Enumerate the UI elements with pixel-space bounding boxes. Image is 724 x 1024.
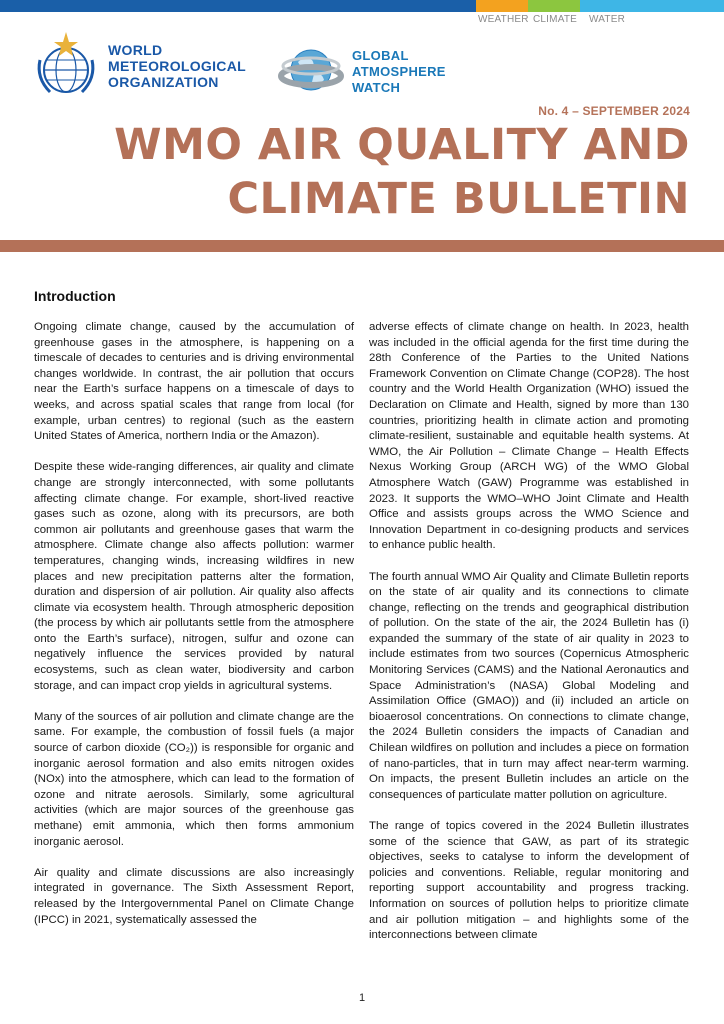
right-column <box>369 320 689 959</box>
wmo-name <box>108 42 246 90</box>
tagline <box>478 14 625 25</box>
gaw-name <box>352 48 446 96</box>
title-line: CLIMATE BULLETIN <box>227 174 690 224</box>
top-bar-green <box>528 0 580 12</box>
paragraph: adverse effects of climate change on health. In 2023, health was included in the official agenda for the first time during the 28th Conference of the Parties to the United Nations Framework Convention on Climate Change (COP28). The host country and the World Health Organization (WHO) issued the Declaration on Climate and Health, signed by more than 130 countries, prioritizing health in climate action and promoting climate-resilient, sustainable and equitable health systems. At WMO, the Air Pollution – Climate Change – Health Effects Nexus Working Group (ARCH WG) of the WMO Global Atmosphere Watch (GAW) Programme was established in 2023. It supports the WMO–WHO Joint Climate and Health Office and assists groups across the WMO Science and Innovation Department in co-designing products and services to enhance public health. <box>369 321 689 552</box>
tagline-climate: CLIMATE <box>533 14 577 25</box>
wmo-emblem-icon <box>30 30 102 102</box>
gaw-globe-icon <box>278 40 344 104</box>
left-column <box>34 320 354 944</box>
top-bar-light-blue <box>580 0 724 12</box>
gaw-name-line: GLOBAL <box>352 48 409 63</box>
bulletin-title <box>114 118 690 226</box>
title-line: WMO AIR QUALITY AND <box>114 120 690 170</box>
wmo-name-line: WORLD <box>108 42 163 58</box>
title-divider <box>0 240 724 252</box>
tagline-weather: WEATHER <box>478 14 529 25</box>
gaw-name-line: ATMOSPHERE <box>352 64 446 79</box>
top-color-bar <box>0 0 724 12</box>
paragraph: Ongoing climate change, caused by the accumulation of greenhouse gases in the atmosphere, is happening on a timescale of decades to centuries and is driving environmental changes worldwide. In contrast, the air pollution that occurs near the Earth’s surface happens on a timescale of days to weeks, and across spatial scales that range from local (for example, urban centres) to regional (such as the eastern United States of America, northern India or the Amazon). <box>34 321 354 443</box>
wmo-logo <box>30 30 246 102</box>
wmo-name-line: METEOROLOGICAL <box>108 58 246 74</box>
tagline-water: WATER <box>589 14 625 25</box>
page-number: 1 <box>358 992 366 1004</box>
section-heading: Introduction <box>34 288 116 304</box>
gaw-logo <box>278 40 446 104</box>
issue-number: No. 4 – SEPTEMBER 2024 <box>538 104 690 118</box>
paragraph: Many of the sources of air pollution and climate change are the same. For example, the combustion of fossil fuels (a major source of carbon dioxide (CO₂)) is responsible for organic and inorganic aerosol formation and also emits nitrogen oxides (NOx) into the atmosphere, which can lead to the formation of ozone and nitrate aerosols. Similarly, some agricultural activities (which are major sources of the greenhouse gas methane) emit ammonia, which then forms ammonium inorganic aerosol. <box>34 710 354 848</box>
paragraph: The fourth annual WMO Air Quality and Climate Bulletin reports on the state of air quality and its connections to climate change, reflecting on the trends and geographical distribution of pollution. On the state of the air, the 2024 Bulletin has (i) expanded the summary of the state of air quality in 2023 to include estimates from two sources (Copernicus Atmospheric Monitoring Services (CAMS) and the National Aeronautics and Space Administration’s (NASA) Global Modeling and Assimilation Office (GMAO)) and (ii) included an article on bioaerosol concentrations. On connections to climate change, the 2024 Bulletin considers the impacts of Canadian and Chilean wildfires on pollution and includes a piece on formation of nano-particles, that in turn may affect near-term warming. On impacts, the present Bulletin includes an article on the consequences of particulate matter pollution on agriculture. <box>369 570 689 801</box>
paragraph: Despite these wide-ranging differences, air quality and climate change are strongly interconnected, with some pollutants affecting climate change. For example, short-lived reactive gases such as ozone, along with its precursors, are both common air pollutants and greenhouse gases that warm the atmosphere. Climate change also affects pollution: warmer temperatures, changing winds, increasing wildfires in new places and new precipitation patterns alter the formation, duration and dispersion of air pollution. Air quality also affects climate via ecosystem health. Through atmospheric deposition (the process by which air pollutants settle from the atmosphere onto the Earth’s surface), nitrogen, sulfur and ozone can negatively influence the services provided by natural ecosystems, such as clean water, biodiversity and carbon storage, and can impact crop yields in agricultural systems. <box>34 461 354 692</box>
gaw-name-line: WATCH <box>352 80 401 95</box>
top-bar-orange <box>476 0 528 12</box>
wmo-name-line: ORGANIZATION <box>108 74 219 90</box>
top-bar-blue <box>0 0 476 12</box>
paragraph: The range of topics covered in the 2024 Bulletin illustrates some of the science that GAW, as part of its strategic objectives, seeks to catalyse to inform the development of policies and conventions. Reliable, regular monitoring and reporting support accountability and progress tracking. Information on sources of pollution helps to prioritize climate and air pollution mitigation – and highlights some of the interconnections between climate <box>369 820 689 942</box>
paragraph: Air quality and climate discussions are also increasingly integrated in governance. The Sixth Assessment Report, released by the Intergovernmental Panel on Climate Change (IPCC) in 2021, systematically assessed the <box>34 866 354 926</box>
